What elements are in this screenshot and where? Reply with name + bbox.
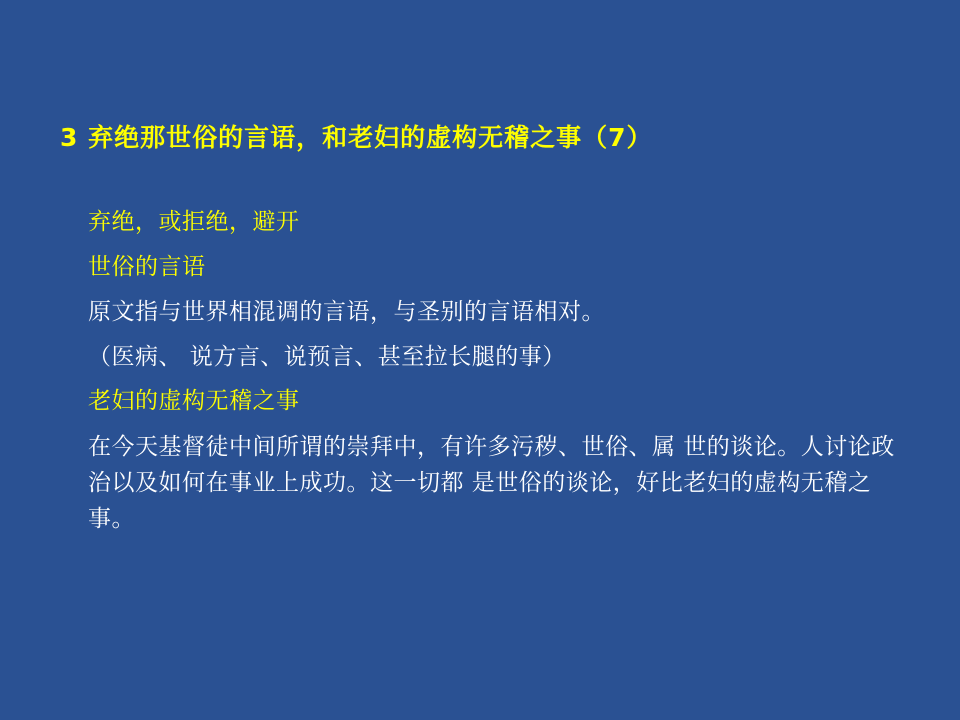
body-line-1: 弃绝，或拒绝，避开 <box>88 209 300 235</box>
body-line-2: 世俗的言语 <box>88 253 206 280</box>
body-line-5: 老妇的虚构无稽之事 <box>88 388 300 415</box>
body-paragraph: 在今天基督徒中间所谓的崇拜中，有许多污秽、世俗、属 世的谈论。人讨论政治以及如何在事业上成功。这一切都 是世俗的谈论，好比老妇的虚构无稽之事。 <box>88 434 895 532</box>
body-line-3: 原文指与世界相混调的言语，与圣别的言语相对。 <box>88 298 605 325</box>
slide-body <box>88 200 898 537</box>
slide-title: 3 弃绝那世俗的言语，和老妇的虚构无稽之事（7） <box>60 123 653 152</box>
body-line-4: （医病、 说方言、说预言、甚至拉长腿的事） <box>88 343 566 370</box>
